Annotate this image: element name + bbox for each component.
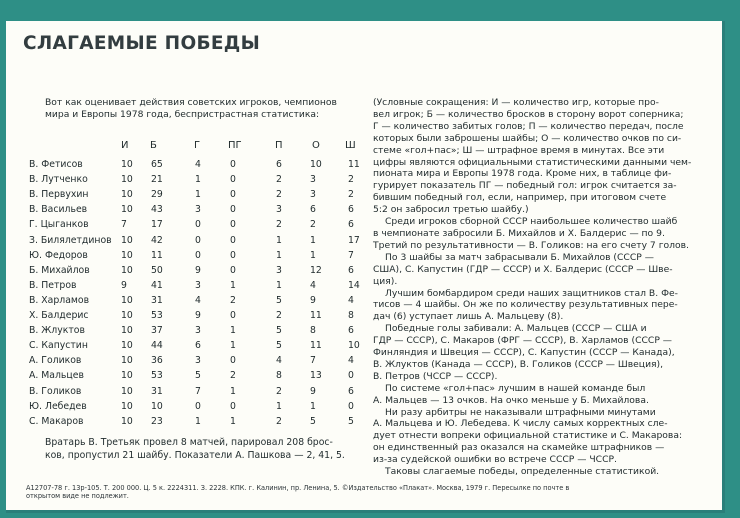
commentary-line: Ни разу арбитры не наказывали штрафными минутами <box>385 406 656 418</box>
stat-cell: 0 <box>230 264 236 276</box>
stat-cell: 1 <box>195 189 201 201</box>
commentary-line: ГДР — СССР), С. Макаров (ФРГ — СССР), В. Харламов (СССР — <box>373 335 672 347</box>
table-row <box>29 265 369 280</box>
stat-cell: 1 <box>230 279 236 291</box>
stat-cell: 21 <box>151 174 163 186</box>
stat-cell: 1 <box>276 279 282 291</box>
header-cell: ПГ <box>228 140 242 151</box>
table-row <box>29 250 369 265</box>
stat-cell: 10 <box>121 204 133 216</box>
table-row <box>29 340 369 355</box>
stat-cell: 10 <box>121 325 133 337</box>
stat-cell: 10 <box>121 234 133 246</box>
stat-cell: 1 <box>195 415 201 427</box>
player-name: С. Макаров <box>29 415 84 427</box>
stat-cell: 2 <box>310 219 316 231</box>
stat-cell: 1 <box>276 234 282 246</box>
stat-cell: 7 <box>348 249 354 261</box>
table-row <box>29 280 369 295</box>
commentary-line: тисов — 4 шайбы. Он же по количеству результативных пере- <box>373 299 678 311</box>
stat-cell: 17 <box>151 219 163 231</box>
table-row <box>29 401 369 416</box>
stat-cell: 53 <box>151 310 163 322</box>
stat-cell: 11 <box>151 249 163 261</box>
stat-cell: 2 <box>230 294 236 306</box>
header-cell: Г <box>194 140 201 151</box>
stat-cell: 4 <box>348 294 354 306</box>
header-cell: Ш <box>345 140 356 151</box>
player-name: Х. Балдерис <box>29 310 89 322</box>
stat-cell: 3 <box>310 174 316 186</box>
stat-cell: 0 <box>230 174 236 186</box>
stat-cell: 2 <box>276 174 282 186</box>
stat-cell: 2 <box>276 189 282 201</box>
commentary-line: Победные голы забивали: А. Мальцев (СССР — США и <box>385 323 647 335</box>
stat-cell: 36 <box>151 355 163 367</box>
stat-cell: 10 <box>151 400 163 412</box>
stat-cell: 0 <box>230 249 236 261</box>
stat-cell: 4 <box>195 294 201 306</box>
stat-cell: 3 <box>195 355 201 367</box>
player-name: В. Лутченко <box>29 174 88 186</box>
stat-cell: 5 <box>310 415 316 427</box>
stat-cell: 2 <box>276 385 282 397</box>
commentary-paragraph <box>373 383 709 407</box>
player-name: А. Мальцев <box>29 370 84 382</box>
commentary-line: 5:2 он забросил третью шайбу.) <box>373 204 529 216</box>
stat-cell: 3 <box>195 279 201 291</box>
intro-text <box>45 97 365 120</box>
stat-cell: 2 <box>230 370 236 382</box>
commentary-line: Лучшим бомбардиром среди наших защитников стал В. Фе- <box>385 287 678 299</box>
commentary-line: Финляндия и Швеция — СССР), С. Капустин (СССР — Канада), <box>373 347 675 359</box>
stat-cell: 1 <box>230 385 236 397</box>
player-name: В. Петров <box>29 279 77 291</box>
stat-cell: 3 <box>310 189 316 201</box>
stat-cell: 10 <box>121 415 133 427</box>
commentary-line: бившим победный гол, если, например, при итоговом счете <box>373 192 667 204</box>
commentary-paragraph <box>373 288 709 324</box>
player-name: В. Голиков <box>29 385 82 397</box>
stat-cell: 1 <box>230 415 236 427</box>
goalie-text <box>45 437 365 462</box>
stat-cell: 0 <box>230 400 236 412</box>
player-name: Ю. Федоров <box>29 249 88 261</box>
stat-cell: 5 <box>348 415 354 427</box>
commentary-paragraph <box>373 252 709 288</box>
stat-cell: 0 <box>230 310 236 322</box>
player-name: В. Васильев <box>29 204 88 216</box>
stat-cell: 1 <box>310 400 316 412</box>
stat-cell: 42 <box>151 234 163 246</box>
stat-cell: 0 <box>230 189 236 201</box>
commentary-line: В. Петров (ЧССР — СССР). <box>373 370 498 382</box>
commentary-line: дует отнести вопреки официальной статистике и С. Макарова: <box>373 430 683 442</box>
table-row <box>29 235 369 250</box>
table-row <box>29 159 369 174</box>
player-name: С. Капустин <box>29 340 88 352</box>
stat-cell: 4 <box>195 159 201 171</box>
stat-cell: 6 <box>310 204 316 216</box>
commentary-line: (Условные сокращения: И — количество игр, которые про- <box>373 97 659 108</box>
stat-cell: 0 <box>195 249 201 261</box>
stat-cell: 7 <box>195 385 201 397</box>
commentary-line: В. Жлуктов (Канада — СССР), В. Голиков (СССР — Швеция), <box>373 358 664 370</box>
stat-cell: 6 <box>348 325 354 337</box>
commentary-line: которых были заброшены шайбы; О — количество очков по си- <box>373 132 682 144</box>
stat-cell: 5 <box>195 370 201 382</box>
stat-cell: 1 <box>276 400 282 412</box>
stat-cell: 3 <box>195 204 201 216</box>
stat-cell: 0 <box>348 400 354 412</box>
stat-cell: 3 <box>276 264 282 276</box>
stat-cell: 10 <box>121 370 133 382</box>
stat-cell: 31 <box>151 385 163 397</box>
stat-cell: 29 <box>151 189 163 201</box>
commentary-column <box>373 97 709 478</box>
stat-cell: 10 <box>121 355 133 367</box>
intro-line: мира и Европы 1978 года, беспристрастная статистика: <box>45 108 320 120</box>
commentary-line: А. Мальцева и Ю. Лебедева. К числу самых корректных сле- <box>373 418 668 430</box>
player-name: В. Жлуктов <box>29 325 85 337</box>
header-cell: О <box>312 140 320 151</box>
stat-cell: 1 <box>230 340 236 352</box>
commentary-line: цифры являются официальными статистическими данными чем- <box>373 156 692 168</box>
commentary-line: США), С. Капустин (ГДР — СССР) и Х. Балдерис (СССР — Шве- <box>373 263 673 275</box>
stat-cell: 5 <box>276 325 282 337</box>
stat-cell: 0 <box>195 400 201 412</box>
commentary-paragraph <box>373 216 709 252</box>
commentary-paragraph <box>373 407 709 467</box>
stat-cell: 43 <box>151 204 163 216</box>
stat-cell: 2 <box>276 415 282 427</box>
table-row <box>29 310 369 325</box>
stat-cell: 6 <box>195 340 201 352</box>
stat-cell: 10 <box>121 294 133 306</box>
stat-cell: 0 <box>195 234 201 246</box>
stat-cell: 1 <box>276 249 282 261</box>
stat-cell: 2 <box>348 174 354 186</box>
stat-cell: 9 <box>121 279 127 291</box>
stat-cell: 2 <box>276 219 282 231</box>
table-row <box>29 174 369 189</box>
player-name: А. Голиков <box>29 355 82 367</box>
table-row <box>29 355 369 370</box>
stat-cell: 11 <box>348 159 360 171</box>
stat-cell: 9 <box>310 294 316 306</box>
page-title: СЛАГАЕМЫЕ ПОБЕДЫ <box>23 33 261 54</box>
commentary-line: По системе «гол+пас» лучшим в нашей команде был <box>385 382 646 394</box>
stat-cell: 0 <box>230 159 236 171</box>
imprint-line: открытом виде не подлежит. <box>26 492 129 501</box>
commentary-line: вел игрок; Б — количество бросков в сторону ворот соперника; <box>373 108 684 120</box>
player-name: Ю. Лебедев <box>29 400 87 412</box>
stat-cell: 4 <box>276 355 282 367</box>
stat-cell: 31 <box>151 294 163 306</box>
stat-cell: 0 <box>230 219 236 231</box>
stat-cell: 10 <box>121 249 133 261</box>
table-header <box>29 140 369 155</box>
stat-cell: 10 <box>121 400 133 412</box>
table-row <box>29 386 369 401</box>
intro-line: Вот как оценивает действия советских игроков, чемпионов <box>45 97 337 108</box>
stat-cell: 41 <box>151 279 163 291</box>
stat-cell: 8 <box>348 310 354 322</box>
header-cell: Б <box>150 140 157 151</box>
stat-cell: 9 <box>195 310 201 322</box>
stat-cell: 10 <box>348 340 360 352</box>
stat-cell: 11 <box>310 310 322 322</box>
stat-cell: 1 <box>310 249 316 261</box>
stat-cell: 0 <box>230 355 236 367</box>
stat-cell: 6 <box>348 219 354 231</box>
stat-cell: 53 <box>151 370 163 382</box>
stat-cell: 44 <box>151 340 163 352</box>
table-row <box>29 416 369 431</box>
stat-cell: 10 <box>121 310 133 322</box>
stat-cell: 6 <box>348 264 354 276</box>
stat-cell: 8 <box>276 370 282 382</box>
player-name: З. Билялетдинов <box>29 234 112 246</box>
stat-cell: 3 <box>195 325 201 337</box>
commentary-line: дач (6) уступает лишь А. Мальцеву (8). <box>373 311 564 323</box>
commentary-line: Среди игроков сборной СССР наибольшее количество шайб <box>385 216 678 228</box>
commentary-paragraph <box>373 323 709 383</box>
stat-cell: 1 <box>195 174 201 186</box>
header-cell: И <box>121 140 129 151</box>
goalie-line: Вратарь В. Третьяк провел 8 матчей, парировал 208 брос- <box>45 437 333 448</box>
table-body <box>29 159 369 431</box>
player-name: Б. Михайлов <box>29 264 90 276</box>
stat-cell: 7 <box>121 219 127 231</box>
stat-cell: 1 <box>230 325 236 337</box>
table-row <box>29 204 369 219</box>
stat-cell: 4 <box>348 355 354 367</box>
stat-cell: 6 <box>348 385 354 397</box>
commentary-line: пионата мира и Европы 1978 года. Кроме них, в таблице фи- <box>373 168 672 180</box>
stat-cell: 4 <box>310 279 316 291</box>
stat-cell: 2 <box>276 310 282 322</box>
commentary-line: стеме «гол+пас»; Ш — штрафное время в минутах. Все эти <box>373 144 665 156</box>
commentary-paragraph <box>373 97 709 216</box>
table-row <box>29 370 369 385</box>
commentary-line: в чемпионате забросили Б. Михайлов и Х. Балдерис — по 9. <box>373 227 665 239</box>
stat-cell: 13 <box>310 370 322 382</box>
statistics-table <box>29 140 369 431</box>
stat-cell: 10 <box>121 340 133 352</box>
commentary-line: Г — количество забитых голов; П — количество передач, после <box>373 120 684 132</box>
stat-cell: 1 <box>310 234 316 246</box>
stat-cell: 17 <box>348 234 360 246</box>
stat-cell: 10 <box>121 174 133 186</box>
commentary-line: А. Мальцев — 13 очков. На очко меньше у Б. Михайлова. <box>373 394 649 406</box>
stat-cell: 10 <box>310 159 322 171</box>
stat-cell: 10 <box>121 189 133 201</box>
imprint-line: А12707-78 г. 13р-105. Т. 200 000. Ц. 5 к. 2224311. З. 2228. КПК. г. Калинин, пр. Ленина, 5. ©Издательство «Плакат». Москва, 1979 г. Пересылке по почте в <box>26 484 570 492</box>
table-row <box>29 189 369 204</box>
stat-cell: 6 <box>348 204 354 216</box>
imprint-footer <box>26 484 706 501</box>
commentary-line: Третий по результативности — В. Голиков: на его счету 7 голов. <box>373 239 689 251</box>
stat-cell: 9 <box>310 385 316 397</box>
commentary-line: из-за судейской ошибки во встрече СССР — ЧССР. <box>373 454 617 466</box>
stat-cell: 8 <box>310 325 316 337</box>
stat-cell: 0 <box>230 234 236 246</box>
goalie-line: ков, пропустил 21 шайбу. Показатели А. Пашкова — 2, 41, 5. <box>45 449 345 461</box>
stat-cell: 14 <box>348 279 360 291</box>
player-name: В. Первухин <box>29 189 89 201</box>
player-name: В. Харламов <box>29 294 90 306</box>
commentary-line: он единственный раз оказался на скамейке штрафников — <box>373 442 665 454</box>
commentary-line: гурирует показатель ПГ — победный гол: игрок считается за- <box>373 180 677 192</box>
commentary-line: Таковы слагаемые победы, определенные статистикой. <box>385 466 660 478</box>
stat-cell: 6 <box>276 159 282 171</box>
stat-cell: 5 <box>276 294 282 306</box>
stat-cell: 3 <box>276 204 282 216</box>
table-row <box>29 219 369 234</box>
table-row <box>29 325 369 340</box>
player-name: В. Фетисов <box>29 159 83 171</box>
commentary-line: По 3 шайбы за матч забрасывали Б. Михайлов (СССР — <box>385 251 654 263</box>
stat-cell: 65 <box>151 159 163 171</box>
stat-cell: 10 <box>121 264 133 276</box>
commentary-paragraph <box>373 466 709 478</box>
stat-cell: 2 <box>348 189 354 201</box>
header-cell: П <box>275 140 283 151</box>
stat-cell: 50 <box>151 264 163 276</box>
stat-cell: 0 <box>230 204 236 216</box>
stat-cell: 9 <box>195 264 201 276</box>
stat-cell: 5 <box>276 340 282 352</box>
table-row <box>29 295 369 310</box>
commentary-line: ция). <box>373 275 398 287</box>
stat-cell: 7 <box>310 355 316 367</box>
stat-cell: 0 <box>195 219 201 231</box>
player-name: Г. Цыганков <box>29 219 89 231</box>
stat-cell: 0 <box>348 370 354 382</box>
stat-cell: 10 <box>121 385 133 397</box>
stat-cell: 12 <box>310 264 322 276</box>
stat-cell: 23 <box>151 415 163 427</box>
stat-cell: 37 <box>151 325 163 337</box>
stat-cell: 11 <box>310 340 322 352</box>
stat-cell: 10 <box>121 159 133 171</box>
